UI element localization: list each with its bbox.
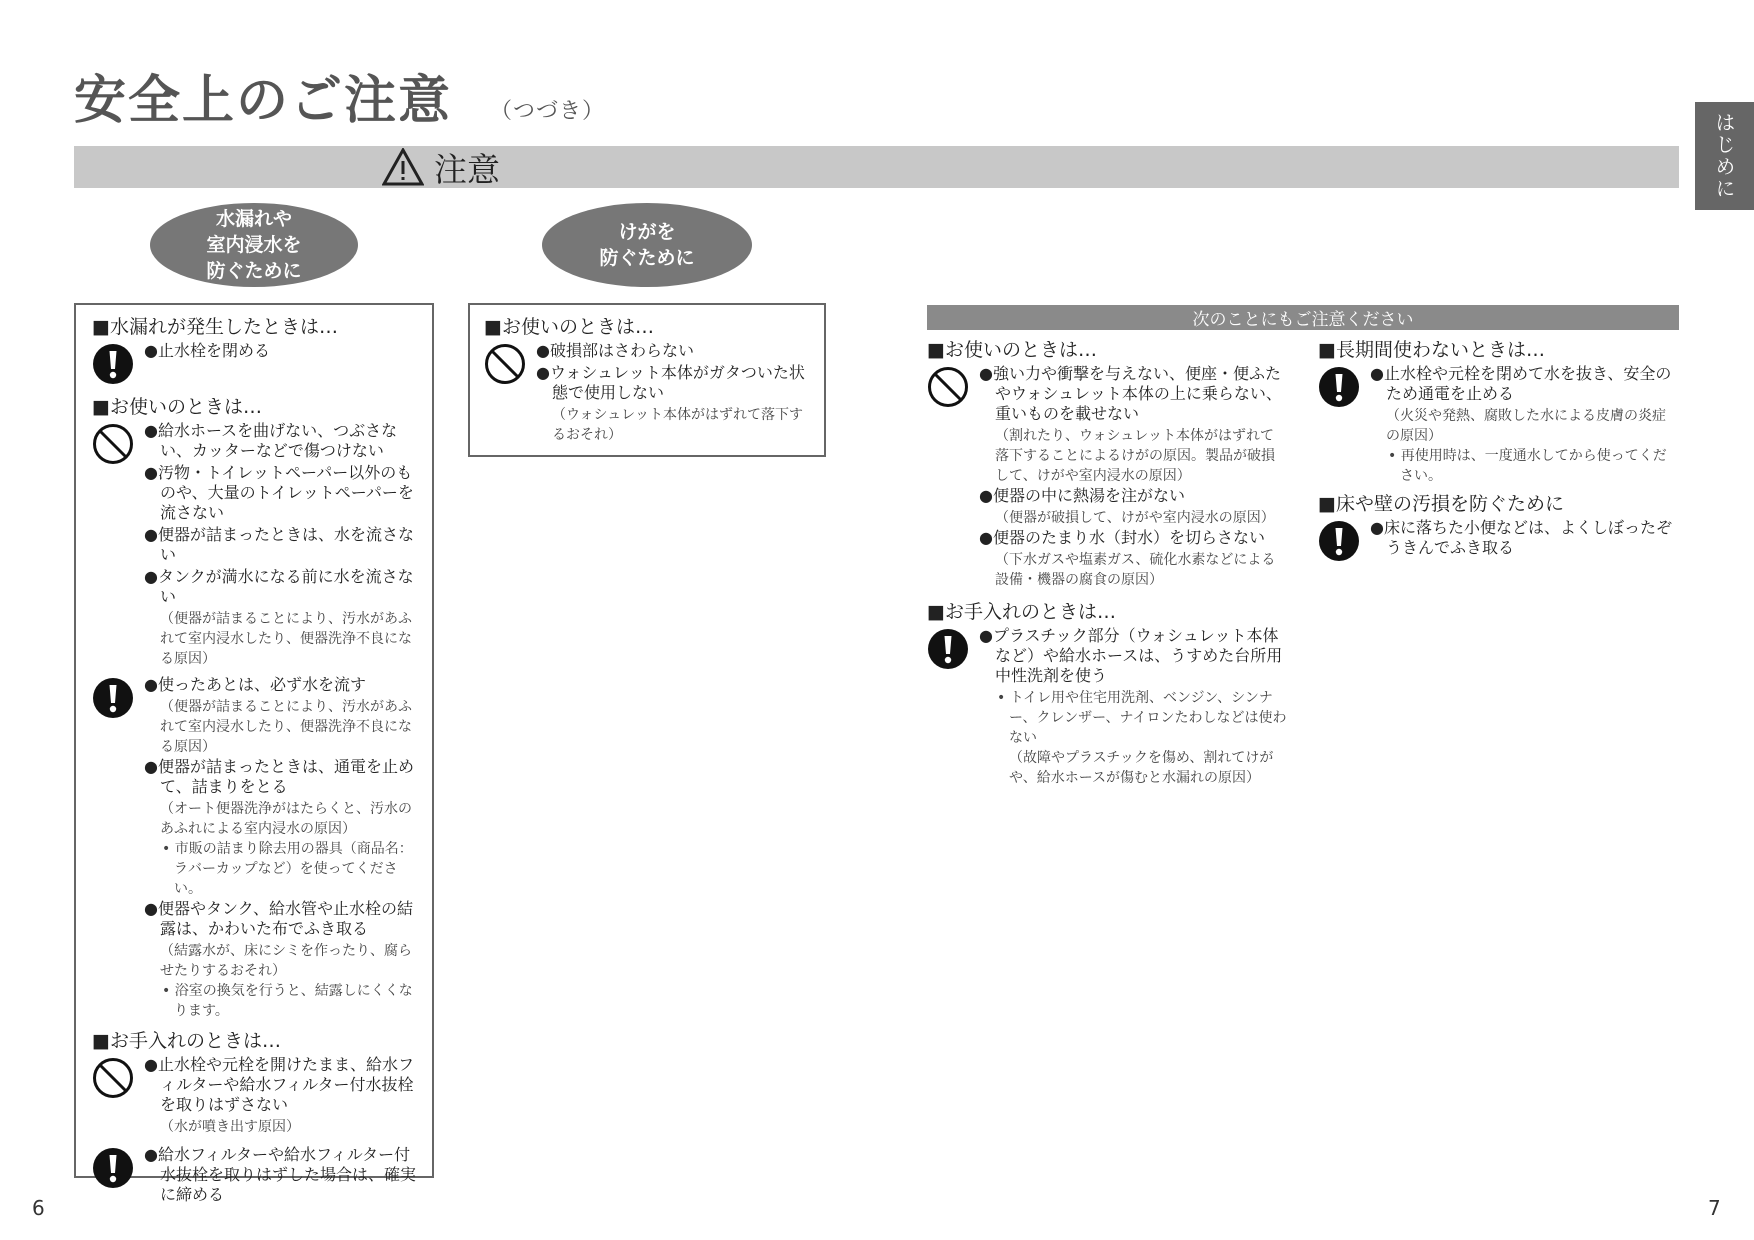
category-water-oval: 水漏れや 室内浸水を 防ぐために bbox=[150, 203, 358, 287]
caution-note: （水が噴き出す原因） bbox=[160, 1119, 300, 1135]
category-injury-oval: けがを 防ぐために bbox=[542, 203, 752, 287]
caution-item: ●給水ホースを曲げない、つぶさない、カッターなどで傷つけない bbox=[144, 421, 398, 460]
caution-item: ●汚物・トイレットペーパー以外のものや、大量のトイレットペーパーを流さない bbox=[144, 463, 414, 522]
caution-subnote: • 再使用時は、一度通水してから使ってください。 bbox=[1388, 448, 1667, 484]
caution-item: ●強い力や衝撃を与えない、便座・便ふたやウォシュレット本体の上に乗らない、重いものを載せない bbox=[979, 364, 1282, 423]
prohibition-icon bbox=[92, 423, 134, 465]
left-page-number: 6 bbox=[32, 1196, 45, 1220]
mandatory-exclamation-icon bbox=[92, 677, 134, 719]
other-notices-column-1 bbox=[927, 338, 1287, 794]
other-notices-column-2 bbox=[1318, 338, 1679, 568]
prohibition-icon bbox=[927, 366, 969, 408]
section-heading: ■長期間使わないときは… bbox=[1318, 339, 1545, 361]
page-title-suffix: （つづき） bbox=[490, 99, 606, 124]
mandatory-group bbox=[1318, 364, 1679, 486]
caution-note: （ウォシュレット本体がはずれて落下するおそれ） bbox=[552, 407, 804, 443]
caution-item: ●止水栓や元栓を閉めて水を抜き、安全のため通電を止める bbox=[1370, 364, 1672, 403]
prohibition-group bbox=[927, 364, 1287, 590]
caution-note: （便器が詰まることにより、汚水があふれて室内浸水したり、便器洗浄不良になる原因） bbox=[160, 611, 412, 667]
prohibition-group bbox=[484, 341, 812, 445]
caution-subnote: • トイレ用や住宅用洗剤、ベンジン、シンナー、クレンザー、ナイロンたわしなどは使わない bbox=[997, 690, 1287, 746]
caution-note: （故障やプラスチックを傷め、割れてけがや、給水ホースが傷むと水漏れの原因） bbox=[1009, 750, 1274, 786]
section-heading: ■お使いのときは… bbox=[927, 339, 1097, 361]
mandatory-exclamation-icon bbox=[92, 1147, 134, 1189]
caution-subnote: • 浴室の換気を行うと、結露しにくくなります。 bbox=[162, 983, 413, 1019]
mandatory-group bbox=[1318, 518, 1679, 562]
mandatory-exclamation-icon bbox=[92, 343, 134, 385]
mandatory-group bbox=[927, 626, 1287, 788]
caution-item: ●ウォシュレット本体がガタついた状態で使用しない bbox=[536, 363, 805, 402]
caution-item: ●便器やタンク、給水管や止水栓の結露は、かわいた布でふき取る bbox=[144, 899, 414, 938]
section-heading: ■お使いのときは… bbox=[484, 316, 654, 338]
caution-note: （割れたり、ウォシュレット本体がはずれて落下することによるけがの原因。製品が破損して、けがや室内浸水の原因） bbox=[995, 428, 1275, 484]
caution-item: ●床に落ちた小便などは、よくしぼったぞうきんでふき取る bbox=[1370, 518, 1672, 557]
page-title: 安全上のご注意 （つづき） bbox=[74, 71, 606, 131]
side-tab-hajimeni[interactable]: はじめに bbox=[1695, 102, 1754, 210]
warning-triangle-icon bbox=[382, 148, 424, 186]
mandatory-exclamation-icon bbox=[927, 628, 969, 670]
caution-note: （火災や発熱、腐敗した水による皮膚の炎症の原因） bbox=[1386, 408, 1666, 444]
section-heading: ■水漏れが発生したときは… bbox=[92, 316, 338, 338]
prohibition-icon bbox=[92, 1057, 134, 1099]
caution-item: ●便器の中に熱湯を注がない bbox=[979, 486, 1185, 505]
prohibition-group bbox=[92, 421, 420, 669]
mandatory-exclamation-icon bbox=[1318, 520, 1360, 562]
water-caution-box bbox=[74, 303, 434, 1204]
prohibition-icon bbox=[484, 343, 526, 385]
other-notices-bar: 次のことにもご注意ください bbox=[927, 305, 1679, 330]
injury-caution-box bbox=[468, 303, 826, 457]
section-heading: ■床や壁の汚損を防ぐために bbox=[1318, 493, 1564, 515]
caution-item: ●便器が詰まったときは、通電を止めて、詰まりをとる bbox=[144, 757, 414, 796]
caution-item: ●便器のたまり水（封水）を切らさない bbox=[979, 528, 1265, 547]
prohibition-group bbox=[92, 1055, 420, 1137]
caution-note: （便器が破損して、けがや室内浸水の原因） bbox=[995, 510, 1275, 526]
section-heading: ■お手入れのときは… bbox=[92, 1030, 281, 1052]
mandatory-group bbox=[92, 675, 420, 1021]
caution-item: ●破損部はさわらない bbox=[536, 341, 694, 360]
mandatory-group bbox=[92, 1145, 420, 1207]
caution-item: ●使ったあとは、必ず水を流す bbox=[144, 675, 366, 694]
section-heading: ■お使いのときは… bbox=[92, 396, 262, 418]
caution-item: ●給水フィルターや給水フィルター付水抜栓を取りはずした場合は、確実に締める bbox=[144, 1145, 417, 1204]
caution-note: （オート便器洗浄がはたらくと、汚水のあふれによる室内浸水の原因） bbox=[160, 801, 412, 837]
caution-item: ●便器が詰まったときは、水を流さない bbox=[144, 525, 414, 564]
caution-note: （結露水が、床にシミを作ったり、腐らせたりするおそれ） bbox=[160, 943, 412, 979]
caution-note: （便器が詰まることにより、汚水があふれて室内浸水したり、便器洗浄不良になる原因） bbox=[160, 699, 412, 755]
section-heading: ■お手入れのときは… bbox=[927, 601, 1116, 623]
caution-subnote: • 市販の詰まり除去用の器具（商品名：ラバーカップなど）を使ってください。 bbox=[162, 841, 413, 897]
right-page-number: 7 bbox=[1708, 1196, 1721, 1220]
caution-label: 注意 bbox=[434, 149, 500, 189]
caution-item: ●止水栓を閉める bbox=[144, 341, 270, 360]
caution-item: ●止水栓や元栓を開けたまま、給水フィルターや給水フィルター付水抜栓を取りはずさない bbox=[144, 1055, 414, 1114]
caution-note: （下水ガスや塩素ガス、硫化水素などによる設備・機器の腐食の原因） bbox=[995, 552, 1276, 588]
caution-banner bbox=[74, 146, 1679, 188]
caution-item: ●プラスチック部分（ウォシュレット本体など）や給水ホースは、うすめた台所用中性洗剤を使う bbox=[979, 626, 1283, 685]
mandatory-group bbox=[92, 341, 420, 385]
caution-item: ●タンクが満水になる前に水を流さない bbox=[144, 567, 414, 606]
mandatory-exclamation-icon bbox=[1318, 366, 1360, 408]
